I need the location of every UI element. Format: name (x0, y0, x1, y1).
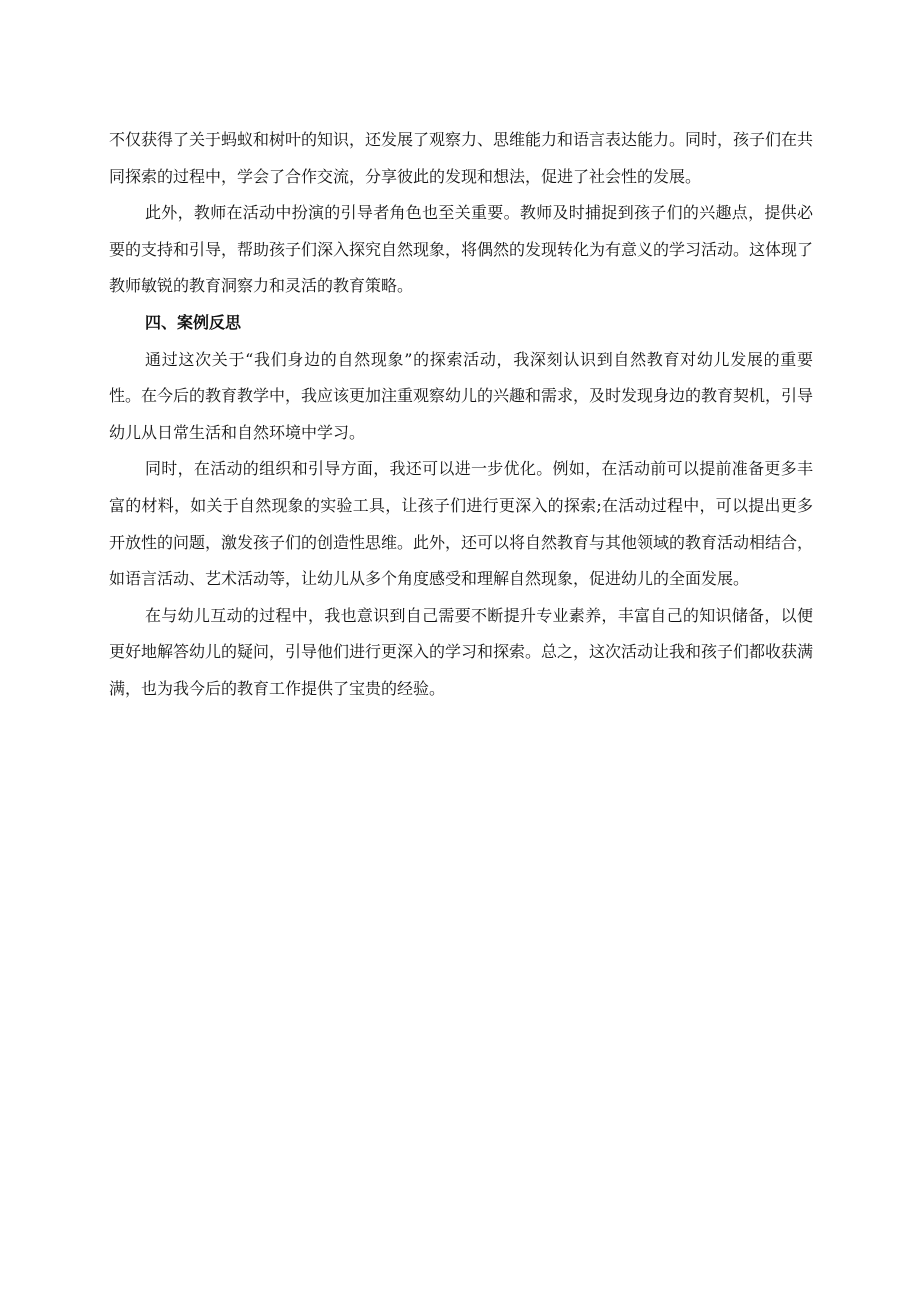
section-heading-case-reflection: 四、案例反思 (145, 312, 242, 332)
document-body (109, 122, 813, 708)
paragraph-teacher-role: 此外，教师在活动中扮演的引导者角色也至关重要。教师及时捕捉到孩子们的兴趣点，提供必要的支持和引导，帮助孩子们深入探究自然现象，将偶然的发现转化为有意义的学习活动。这体现了教师敏锐的教育洞察力和灵活的教育策略。 (109, 203, 814, 296)
paragraph-reflection-3: 在与幼儿互动的过程中，我也意识到自己需要不断提升专业素养，丰富自己的知识储备，以便更好地解答幼儿的疑问，引导他们进行更深入的学习和探索。总之，这次活动让我和孩子们都收获满满，也为我今后的教育工作提供了宝贵的经验。 (109, 605, 814, 698)
paragraph-reflection-1: 通过这次关于“我们身边的自然现象”的探索活动，我深刻认识到自然教育对幼儿发展的重要性。在今后的教育教学中，我应该更加注重观察幼儿的兴趣和需求，及时发现身边的教育契机，引导幼儿从日常生活和自然环境中学习。 (109, 349, 814, 442)
paragraph-continued: 不仅获得了关于蚂蚁和树叶的知识，还发展了观察力、思维能力和语言表达能力。同时，孩子们在共同探索的过程中，学会了合作交流，分享彼此的发现和想法，促进了社会性的发展。 (109, 130, 814, 186)
paragraph-reflection-2: 同时，在活动的组织和引导方面，我还可以进一步优化。例如，在活动前可以提前准备更多丰富的材料，如关于自然现象的实验工具，让孩子们进行更深入的探索;在活动过程中，可以提出更多开放性的问题，激发孩子们的创造性思维。此外，还可以将自然教育与其他领域的教育活动相结合，如语言活动、艺术活动等，让幼儿从多个角度感受和理解自然现象，促进幼儿的全面发展。 (109, 459, 814, 589)
